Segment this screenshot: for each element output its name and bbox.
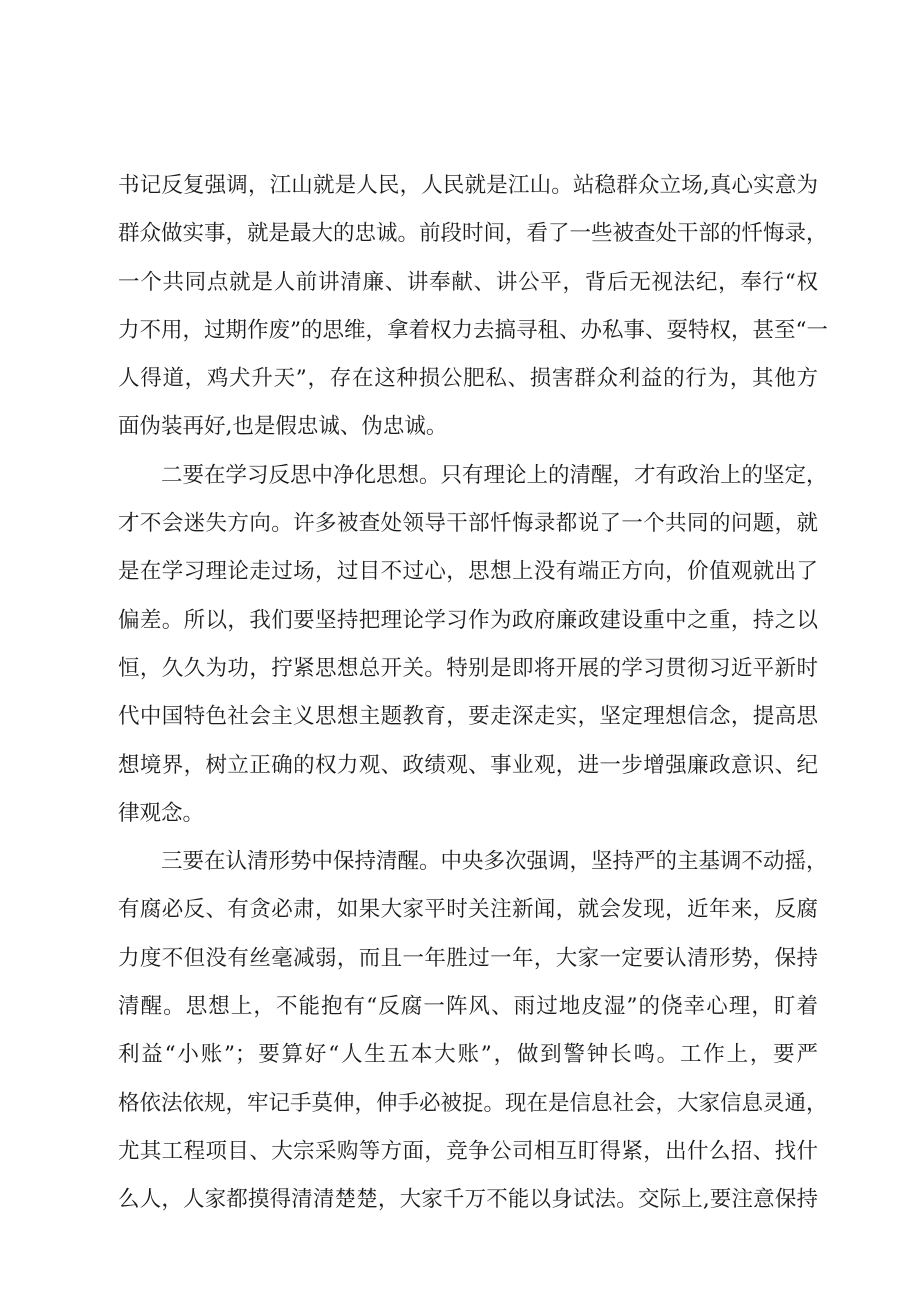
- body-text: [118, 162, 828, 1225]
- text-line: 代中国特色社会主义思想主题教育，要走深走实，坚定理想信念，提高思: [118, 704, 818, 730]
- text-line: 偏差。所以，我们要坚持把理论学习作为政府廉政建设重中之重，持之以: [118, 607, 818, 633]
- text-line: 二要在学习反思中净化思想。只有理论上的清醒，才有政治上的坚定，: [161, 462, 828, 488]
- text-line: 群众做实事，就是最大的忠诚。前段时间，看了一些被查处干部的忏悔录，: [118, 221, 828, 247]
- text-line: 律观念。: [118, 800, 205, 826]
- text-line: 力不用，过期作废”的思维，拿着权力去搞寻租、办私事、耍特权，甚至“一: [118, 317, 828, 343]
- text-line: 利益“小账”；要算好“人生五本大账”，做到警钟长鸣。工作上，要严: [118, 1042, 818, 1068]
- text-line: 恒，久久为功，拧紧思想总开关。特别是即将开展的学习贯彻习近平新时: [118, 655, 818, 681]
- text-line: 格依法依规，牢记手莫伸，伸手必被捉。现在是信息社会，大家信息灵通，: [118, 1090, 828, 1116]
- text-line: 力度不但没有丝毫减弱，而且一年胜过一年，大家一定要认清形势，保持: [118, 945, 818, 971]
- paragraph-1: [118, 162, 828, 452]
- text-line: 尤其工程项目、大宗采购等方面，竞争公司相互盯得紧，出什么招、找什: [118, 1138, 818, 1164]
- text-line: 一个共同点就是人前讲清廉、讲奉献、讲公平，背后无视法纪，奉行“权: [118, 269, 818, 295]
- text-line: 才不会迷失方向。许多被查处领导干部忏悔录都说了一个共同的问题，就: [118, 511, 818, 537]
- text-line: 人得道，鸡犬升天”，存在这种损公肥私、损害群众利益的行为，其他方: [118, 366, 818, 392]
- text-line: 书记反复强调，江山就是人民，人民就是江山。站稳群众立场,真心实意为: [118, 173, 818, 198]
- text-line: 是在学习理论走过场，过目不过心，思想上没有端正方向，价值观就出了: [118, 559, 818, 585]
- text-line: 面伪装再好,也是假忠诚、伪忠诚。: [118, 414, 448, 440]
- text-line: 想境界，树立正确的权力观、政绩观、事业观，进一步增强廉政意识、纪: [118, 752, 818, 778]
- text-line: 清醒。思想上，不能抱有“反腐一阵风、雨过地皮湿”的侥幸心理，盯着: [118, 994, 818, 1020]
- paragraph-2: [118, 452, 828, 838]
- text-line: 么人，人家都摸得清清楚楚，大家千万不能以身试法。交际上,要注意保持: [118, 1187, 818, 1213]
- text-line: 有腐必反、有贪必肃，如果大家平时关注新闻，就会发现，近年来，反腐: [118, 897, 818, 923]
- paragraph-3: [118, 838, 828, 1224]
- text-line: 三要在认清形势中保持清醒。中央多次强调，坚持严的主基调不动摇，: [161, 849, 828, 875]
